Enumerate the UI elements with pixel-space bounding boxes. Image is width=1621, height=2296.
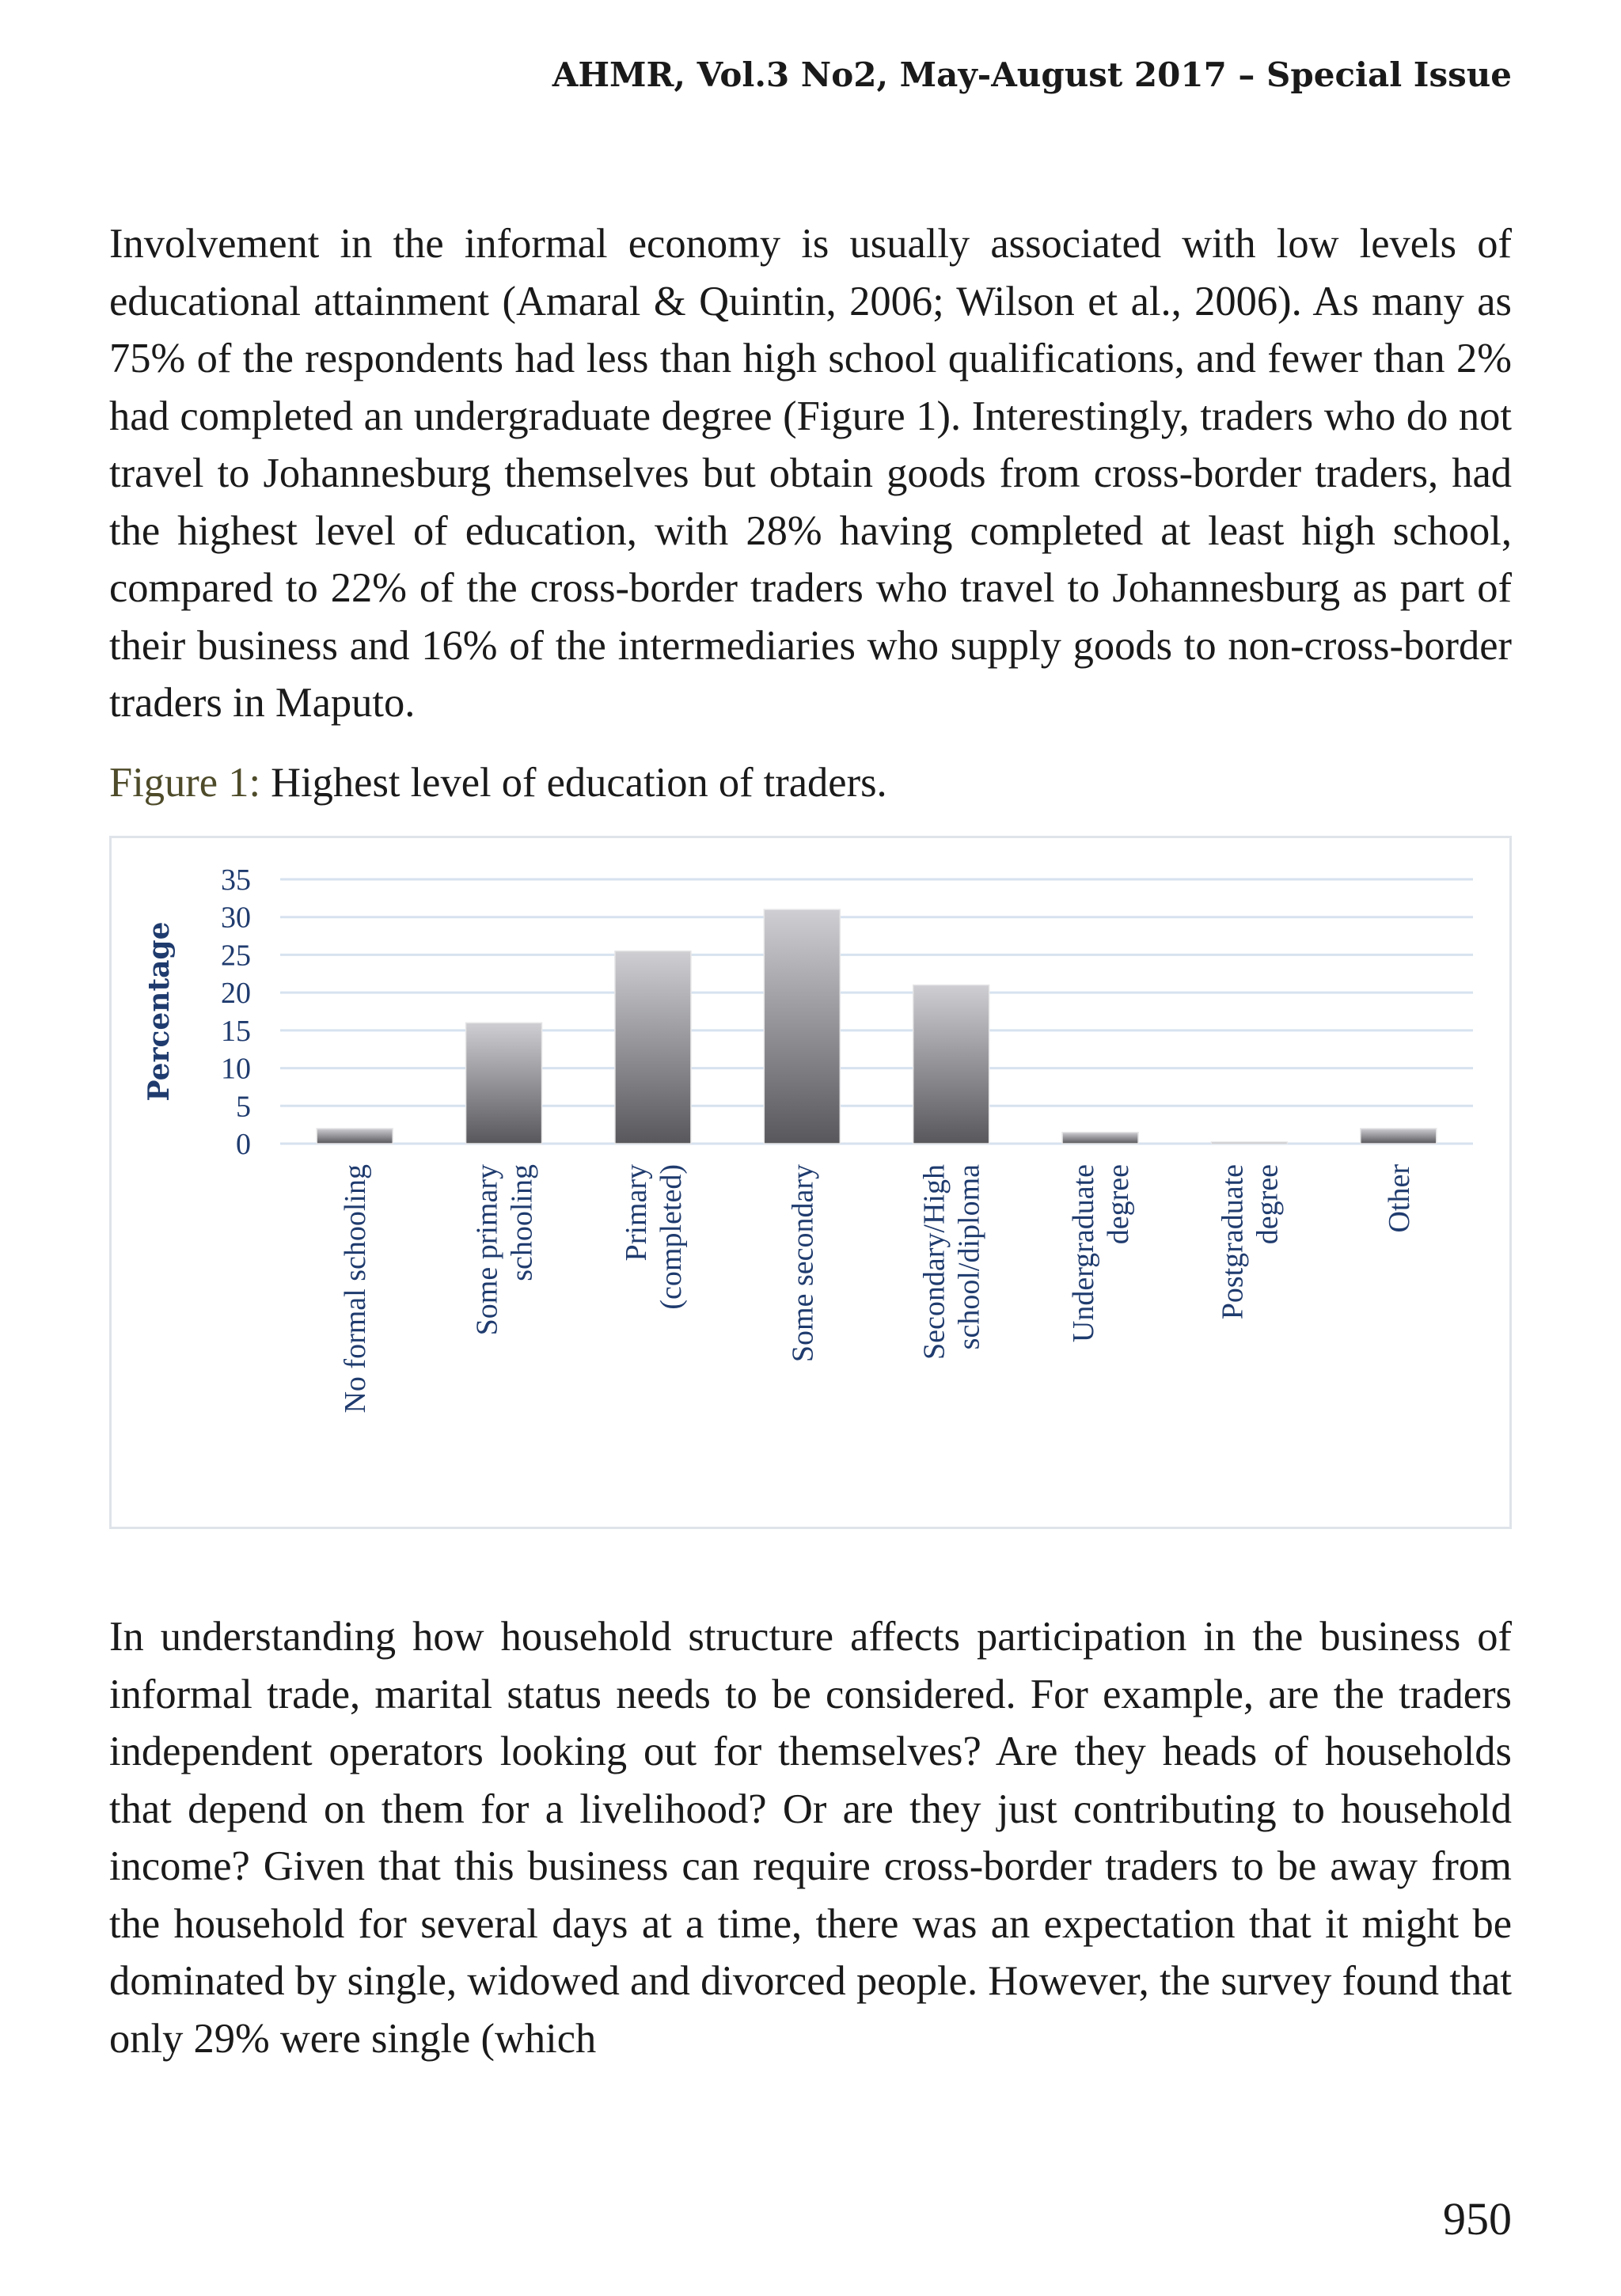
figure-caption-text: Highest level of education of traders.	[271, 760, 887, 806]
y-axis-title: Percentage	[142, 921, 176, 1102]
x-tick-label: Primary	[619, 1164, 653, 1262]
x-tick-label: Undergraduate	[1067, 1164, 1101, 1343]
x-tick-label: degree	[1102, 1164, 1136, 1245]
bar	[615, 951, 691, 1144]
y-tick-label: 20	[221, 977, 251, 1011]
x-tick-label: school/diploma	[952, 1164, 986, 1350]
x-tick-label: (completed)	[654, 1164, 688, 1310]
bar	[1062, 1133, 1138, 1144]
body-paragraph-2: In understanding how household structure affects participation in the business of informal trade, marital status needs to be considered. For example, are the traders independent operators looking out for themselves? Are they heads of households that depend on them for a livelihood? Or are they just contributing to household income? Given that this business can require cross-border traders to be away from the household for several days at a time, there was an expectation that it might be dominated by single, widowed and divorced people. However, the survey found that only 29% were single (which	[109, 1614, 1512, 2062]
y-tick-label: 0	[236, 1128, 251, 1161]
page-number: 950	[1443, 2193, 1512, 2245]
chart-frame	[109, 836, 1512, 1529]
figure-caption	[109, 754, 887, 811]
bar	[913, 985, 989, 1144]
x-tick-label: degree	[1251, 1164, 1285, 1245]
x-tick-label: Some primary	[470, 1164, 504, 1336]
bar	[317, 1129, 393, 1144]
x-tick-label: Secondary/High	[917, 1164, 951, 1360]
y-tick-label: 25	[221, 939, 251, 973]
x-tick-label: Some secondary	[786, 1164, 820, 1363]
body-paragraph-1: Involvement in the informal economy is usually associated with low levels of educational attainment (Amaral & Quintin, 2006; Wilson et al., 2006). As many as 75% of the respondents had less than high school qualifications, and fewer than 2% had completed an undergraduate degree (Figure 1). Interestingly, traders who do not travel to Johannesburg themselves but obtain goods from cross-border traders, had the highest level of education, with 28% having completed at least high school, compared to 22% of the cross-border traders who travel to Johannesburg as part of their business and 16% of the intermediaries who supply goods to non-cross-border traders in Maputo.	[109, 221, 1512, 726]
bar	[1361, 1129, 1437, 1144]
y-tick-label: 35	[221, 863, 251, 897]
bar	[764, 909, 840, 1144]
x-tick-label: Other	[1382, 1164, 1416, 1233]
bar-chart	[112, 838, 1514, 1531]
bar	[466, 1023, 542, 1144]
y-tick-label: 5	[236, 1090, 251, 1124]
x-tick-label: No formal schooling	[339, 1164, 373, 1414]
running-header: AHMR, Vol.3 No2, May-August 2017 – Special Issue	[552, 55, 1512, 94]
figure-label: Figure 1:	[109, 760, 261, 806]
x-tick-label: Postgraduate	[1216, 1164, 1250, 1320]
x-tick-label: schooling	[505, 1164, 539, 1281]
bar	[1211, 1142, 1287, 1144]
y-tick-label: 10	[221, 1052, 251, 1086]
y-tick-label: 15	[221, 1014, 251, 1048]
y-tick-label: 30	[221, 901, 251, 935]
